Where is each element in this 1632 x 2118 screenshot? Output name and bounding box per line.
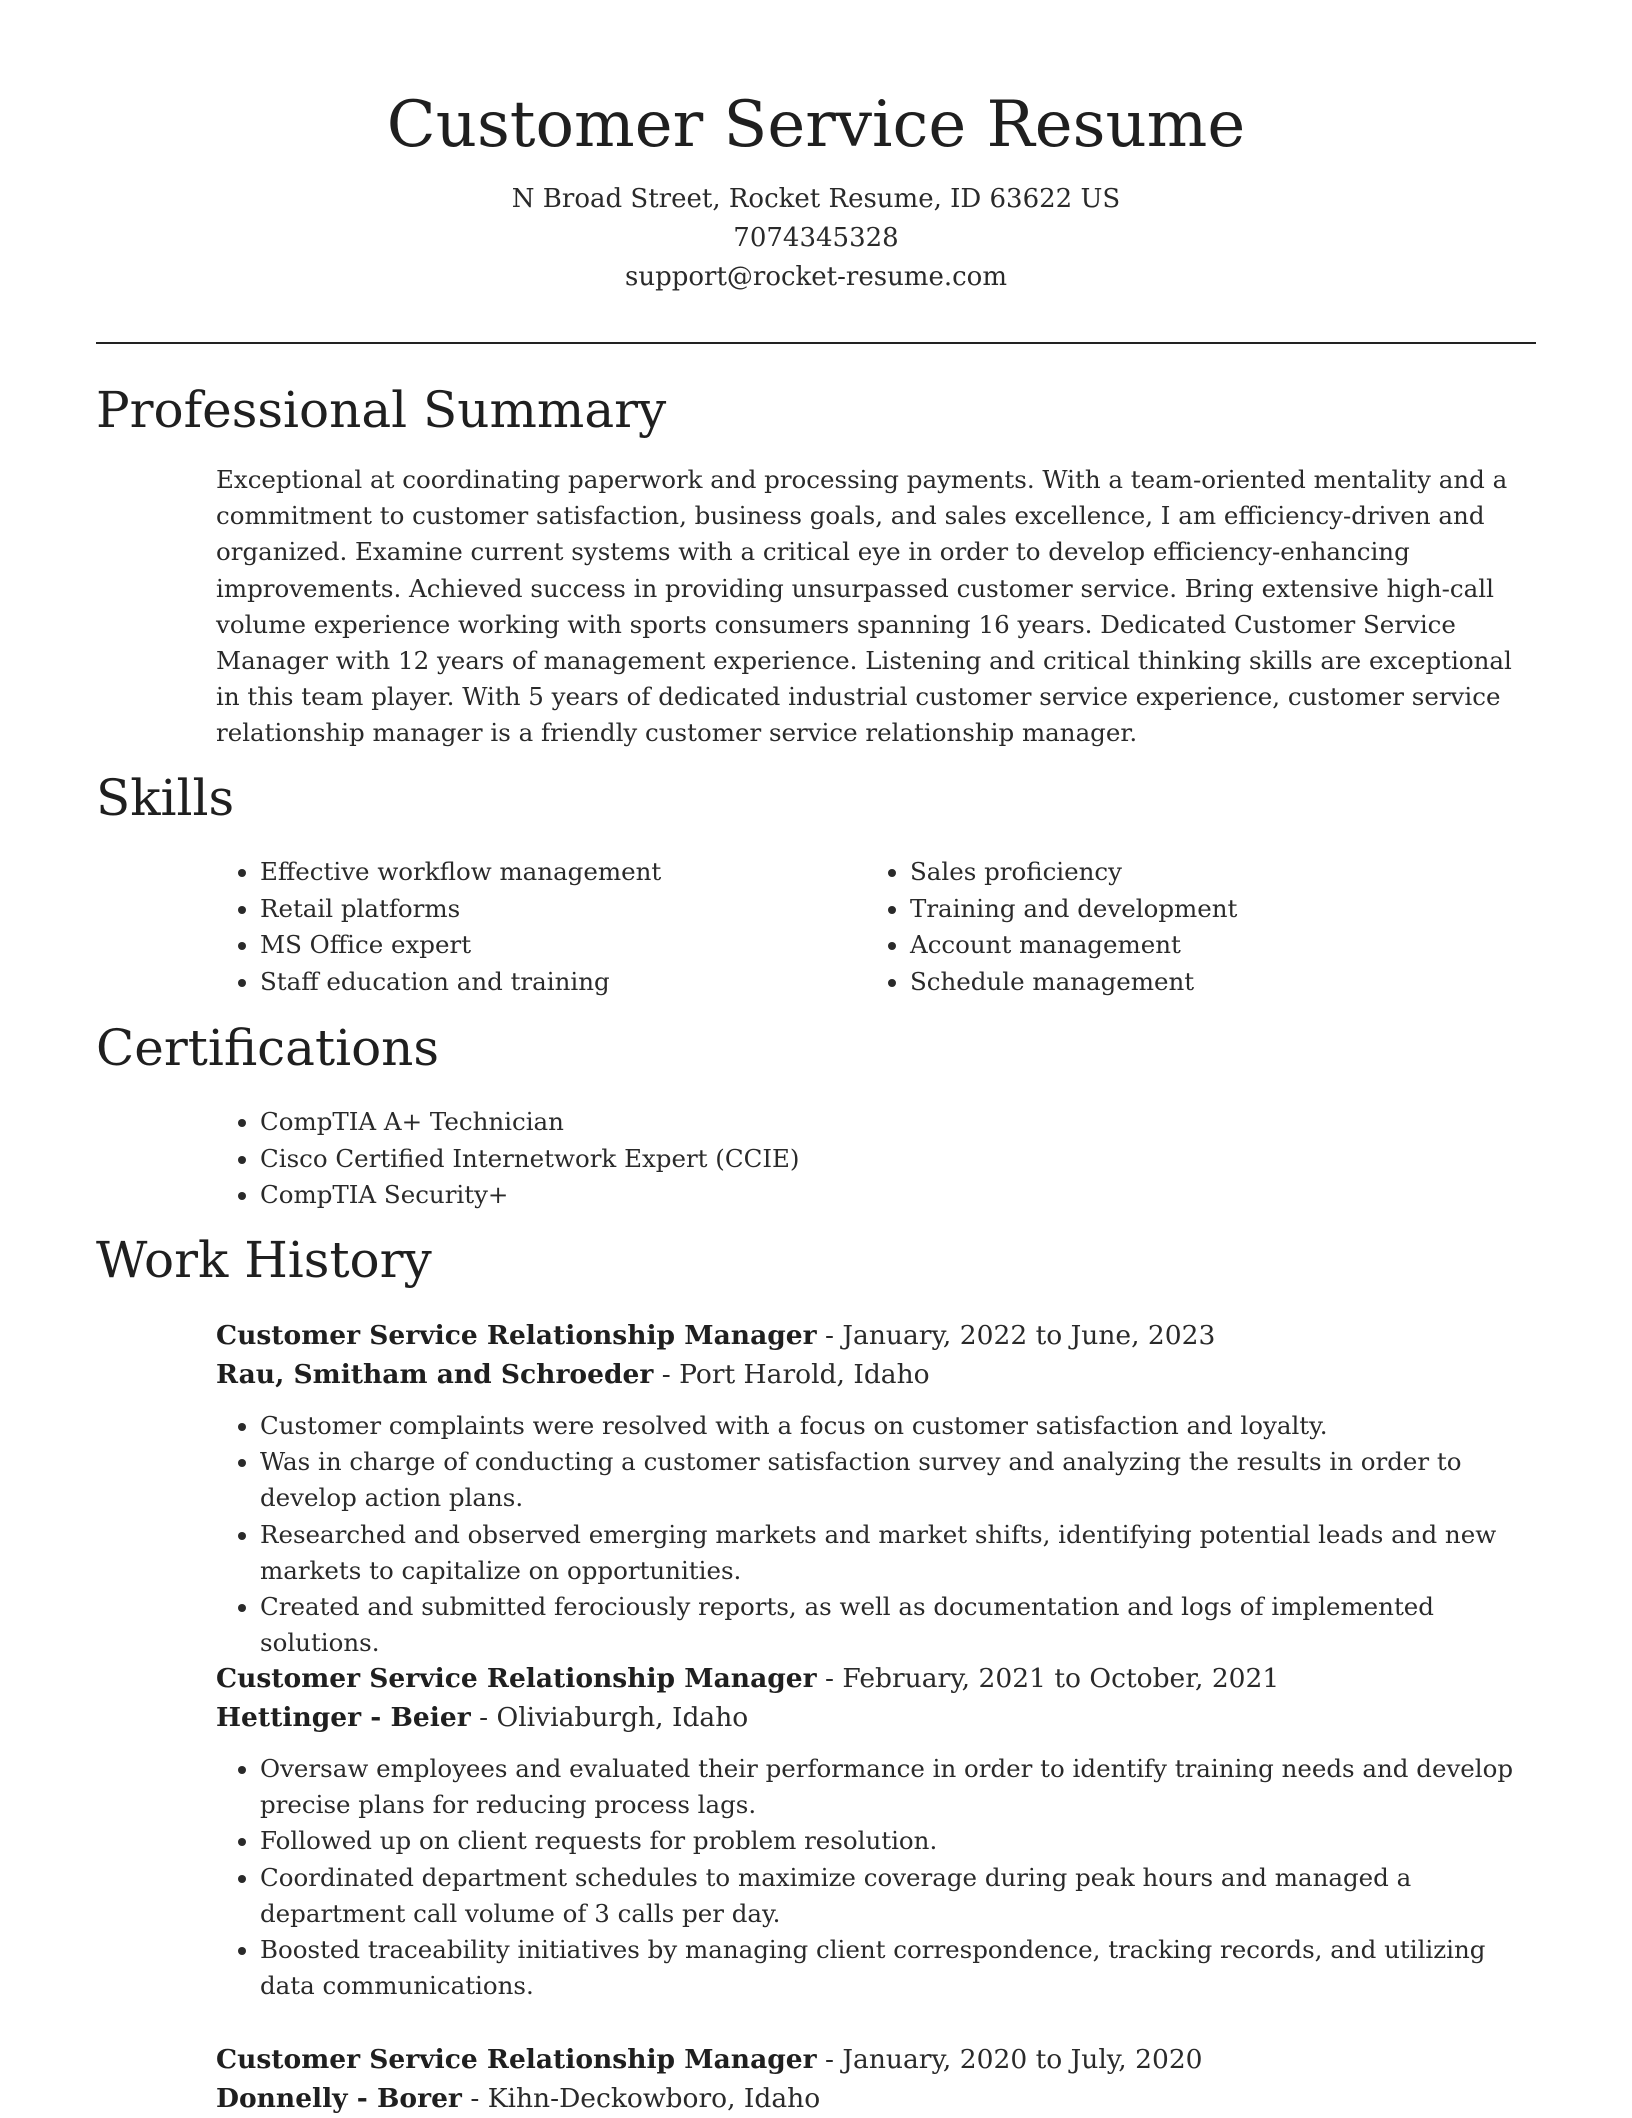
skill-item: • Retail platforms — [260, 891, 856, 928]
skills-column-left — [216, 854, 856, 1000]
job-location: Oliviaburgh, Idaho — [496, 1702, 749, 1733]
job-title-line: Customer Service Relationship Manager - February, 2021 to October, 2021 — [216, 1663, 1280, 1694]
job-entry — [216, 1316, 1536, 1661]
job-bullet: • Followed up on client requests for problem resolution. — [260, 1823, 1536, 1859]
skills-column-right — [866, 854, 1506, 1000]
contact-email: support@rocket-resume.com — [624, 262, 1007, 292]
skill-item: • Schedule management — [910, 964, 1506, 1001]
summary-text: Exceptional at coordinating paperwork and processing payments. With a team-oriented mentality and a commitment to customer satisfaction, business goals, and sales excellence, I am efficiency-driven and organized. Examine current systems with a critical eye in order to develop efficiency-enhancing improvements. Achieved success in providing unsurpassed customer service. Bring extensive high-call volume experience working with sports consumers spanning 16 years. Dedicated Customer Service Manager with 12 years of management experience. Listening and critical thinking skills are exceptional in this team player. With 5 years of dedicated industrial customer service experience, customer service relationship manager is a friendly customer service relationship manager. — [216, 465, 1512, 748]
resume-title: Customer Service Resume — [386, 88, 1246, 162]
job-company: Hettinger - Beier — [216, 1702, 471, 1733]
job-dates: February, 2021 to October, 2021 — [842, 1663, 1280, 1694]
job-company-line: Donnelly - Borer - Kihn-Deckowboro, Idaho — [216, 2083, 821, 2114]
summary-heading: Professional Summary — [96, 381, 667, 439]
skill-item: • Training and development — [910, 891, 1506, 928]
job-entry — [216, 1659, 1536, 2004]
job-company: Donnelly - Borer — [216, 2083, 462, 2114]
skills-heading: Skills — [96, 769, 235, 827]
job-company-line: Hettinger - Beier - Oliviaburgh, Idaho — [216, 1702, 749, 1733]
skill-item: • Account management — [910, 927, 1506, 964]
job-title-line: Customer Service Relationship Manager - January, 2020 to July, 2020 — [216, 2044, 1203, 2075]
job-bullet: • Customer complaints were resolved with a focus on customer satisfaction and loyalty. — [260, 1408, 1536, 1444]
certifications-heading: Certifications — [96, 1019, 440, 1077]
contact-address: N Broad Street, Rocket Resume, ID 63622 US — [511, 184, 1121, 214]
skill-item: • Staff education and training — [260, 964, 856, 1001]
job-bullet: • Was in charge of conducting a customer satisfaction survey and analyzing the results in order to develop action plans. — [260, 1444, 1536, 1516]
resume-header — [96, 80, 1536, 297]
skill-item: • MS Office expert — [260, 927, 856, 964]
contact-phone: 7074345328 — [733, 223, 899, 253]
job-title: Customer Service Relationship Manager — [216, 1320, 817, 1351]
job-bullet: • Boosted traceability initiatives by managing client correspondence, tracking records, and utilizing data communications. — [260, 1932, 1536, 2004]
certifications-list — [216, 1104, 1536, 1214]
certification-item: • Cisco Certified Internetwork Expert (CCIE) — [260, 1141, 1536, 1178]
job-location: Kihn-Deckowboro, Idaho — [487, 2083, 821, 2114]
job-company: Rau, Smitham and Schroeder — [216, 1359, 654, 1390]
job-title: Customer Service Relationship Manager — [216, 2044, 817, 2075]
skill-item: • Effective workflow management — [260, 854, 856, 891]
job-entry — [216, 2040, 1536, 2118]
job-title: Customer Service Relationship Manager — [216, 1663, 817, 1694]
job-title-line: Customer Service Relationship Manager - January, 2022 to June, 2023 — [216, 1320, 1216, 1351]
job-dates: January, 2022 to June, 2023 — [842, 1320, 1216, 1351]
skill-item: • Sales proficiency — [910, 854, 1506, 891]
header-divider — [96, 342, 1536, 344]
job-location: Port Harold, Idaho — [679, 1359, 930, 1390]
work-history-heading: Work History — [96, 1231, 432, 1289]
certification-item: • CompTIA A+ Technician — [260, 1104, 1536, 1141]
job-bullet: • Researched and observed emerging markets and market shifts, identifying potential leads and new markets to capitalize on opportunities. — [260, 1517, 1536, 1589]
job-bullet: • Created and submitted ferociously reports, as well as documentation and logs of implemented solutions. — [260, 1589, 1536, 1661]
certification-item: • CompTIA Security+ — [260, 1177, 1536, 1214]
job-bullet: • Oversaw employees and evaluated their performance in order to identify training needs and develop precise plans for reducing process lags. — [260, 1751, 1536, 1823]
job-bullet: • Coordinated department schedules to maximize coverage during peak hours and managed a department call volume of 3 calls per day. — [260, 1860, 1536, 1932]
job-company-line: Rau, Smitham and Schroeder - Port Harold, Idaho — [216, 1359, 930, 1390]
job-dates: January, 2020 to July, 2020 — [842, 2044, 1203, 2075]
contact-block — [96, 180, 1536, 297]
